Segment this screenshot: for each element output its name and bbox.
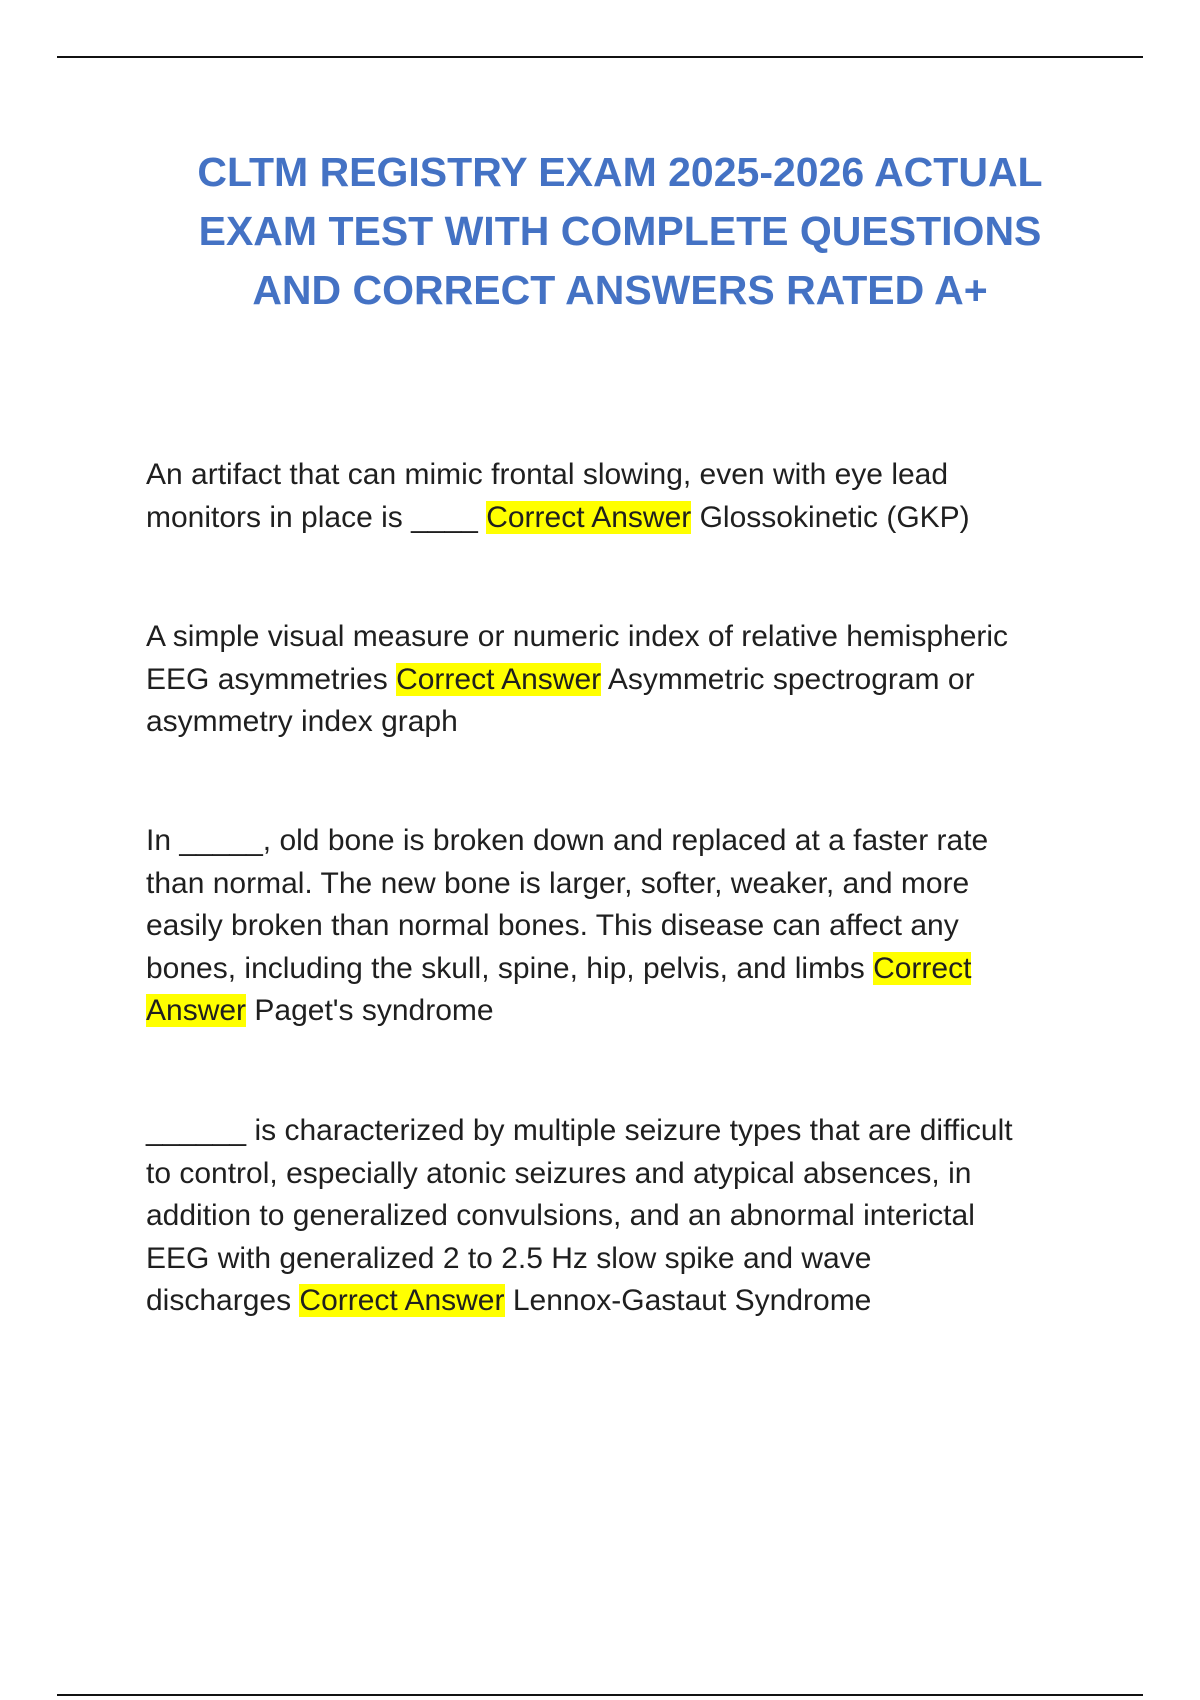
title-line-3: AND CORRECT ANSWERS RATED A+ [252,267,988,313]
correct-answer-label: Correct [873,951,972,985]
question-4-line-5 [146,1280,1086,1323]
question-3-line-1: In _____, old bone is broken down and replaced at a faster rate [146,824,989,857]
question-4-line-4: EEG with generalized 2 to 2.5 Hz slow spike and wave [146,1241,872,1275]
question-3-line-4 [146,948,1086,991]
question-3-line-5 [146,990,1086,1033]
question-2-line-3: asymmetry index graph [146,705,458,738]
question-3-answer: Paget's syndrome [246,994,494,1027]
question-2-line-1: A simple visual measure or numeric index of relative hemispheric [146,620,1009,653]
title-line-1: CLTM REGISTRY EXAM 2025-2026 ACTUAL [197,149,1043,195]
title-line-2: EXAM TEST WITH COMPLETE QUESTIONS [198,208,1042,254]
bottom-rule [57,1694,1143,1696]
correct-answer-label: Answer [146,994,247,1027]
question-2-answer: Asymmetric spectrogram or [601,662,975,696]
question-3 [146,820,1086,1033]
question-4-line-2: to control, especially atonic seizures and atypical absences, in [146,1156,972,1190]
question-2-text: EEG asymmetries [146,662,397,696]
question-4-line-1: ______ is characterized by multiple seizure types that are difficult [146,1114,1013,1147]
top-rule [57,56,1143,58]
question-4-text: discharges [146,1284,300,1317]
question-1-answer: Glossokinetic (GKP) [691,500,970,534]
question-3-line-3: easily broken than normal bones. This disease can affect any [146,909,959,942]
question-1-line-2 [146,497,1086,540]
document-title [120,143,1120,320]
question-2-line-2 [146,659,1086,702]
question-4-answer: Lennox-Gastaut Syndrome [504,1284,872,1317]
question-4 [146,1110,1086,1323]
question-1 [146,454,1086,539]
question-1-line-1: An artifact that can mimic frontal slowing, even with eye lead [146,458,949,491]
correct-answer-label: Correct Answer [396,662,602,696]
question-4-line-3: addition to generalized convulsions, and an abnormal interictal [146,1199,975,1232]
question-1-text: monitors in place is ____ [146,500,487,534]
question-3-line-2: than normal. The new bone is larger, softer, weaker, and more [146,866,970,900]
question-3-text: bones, including the skull, spine, hip, pelvis, and limbs [146,951,874,985]
correct-answer-label: Correct Answer [486,500,692,534]
correct-answer-label: Correct Answer [299,1284,505,1317]
question-2 [146,616,1086,744]
